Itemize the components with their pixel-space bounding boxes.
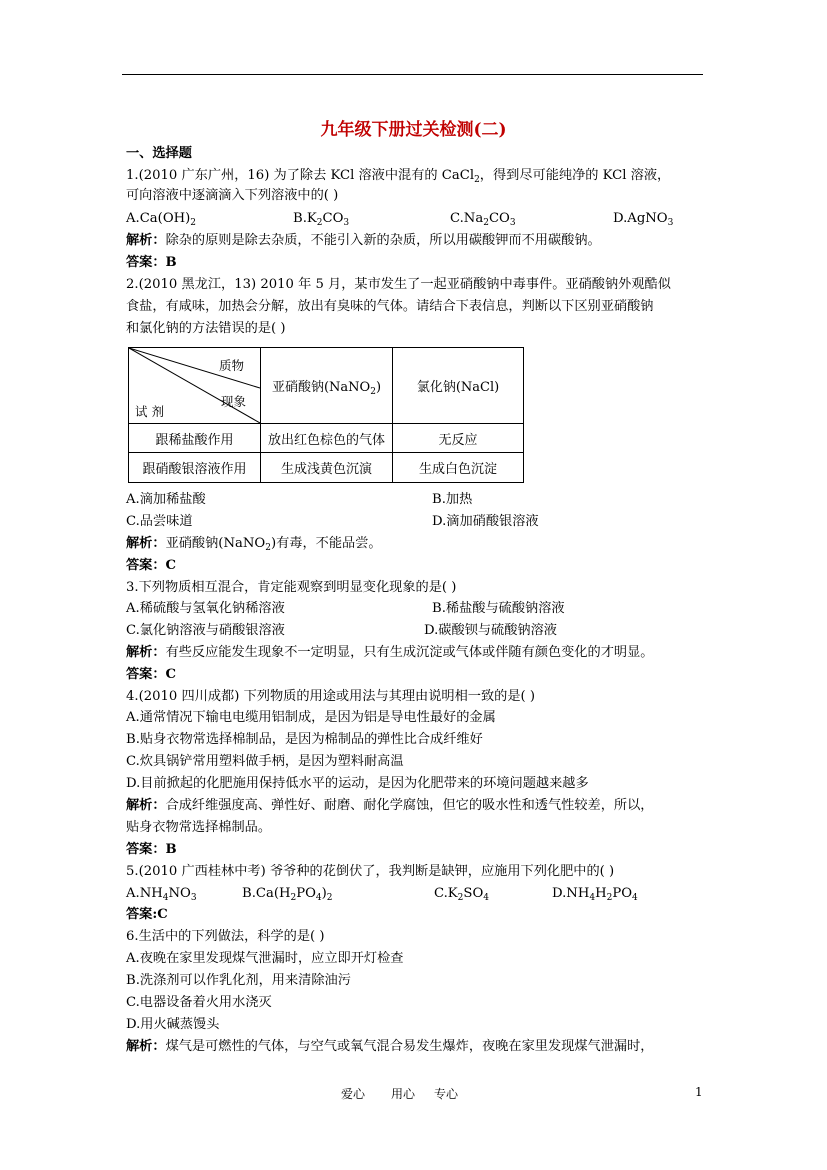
q6-option-d: D.用火碱蒸馒头 [126, 1017, 220, 1032]
footer-motto-1: 爱心 [341, 1087, 366, 1101]
table-cell: 生成白色沉淀 [393, 453, 524, 483]
q4-stem: 4.(2010 四川成都) 下列物质的用途或用法与其理由说明相一致的是( ) [126, 689, 535, 704]
q4-answer: 答案：B [126, 842, 177, 857]
q1-option-c: $C.Na_2CO_3$ [450, 211, 516, 228]
table-header-nacl: 氯化钠(NaCl) [393, 348, 524, 424]
q4-option-a: A.通常情况下输电电缆用铝制成，是因为铝是导电性最好的金属 [126, 710, 496, 725]
q2-option-d: D.滴加硝酸银溶液 [432, 514, 539, 529]
corner-label-substance: 质物 [218, 358, 244, 373]
q1-option-d: D.AgNO$_3$ [613, 211, 674, 228]
table-cell: 跟稀盐酸作用 [129, 424, 261, 453]
q6-analysis: 解析：煤气是可燃性的气体，与空气或氧气混合易发生爆炸，夜晚在家里发现煤气泄漏时， [126, 1039, 654, 1054]
q2-stem-line3: 和氯化钠的方法错误的是( ) [126, 321, 286, 336]
table-header-nano2: 亚硝酸钠(NaNO$_2$) [261, 348, 393, 424]
q3-analysis: 解析：有些反应能发生现象不一定明显，只有生成沉淀或气体或伴随有颜色变化的才明显。 [126, 645, 654, 660]
q2-analysis: 解析：亚硝酸钠(NaNO$_2$)有毒，不能品尝。 [126, 536, 382, 553]
q3-answer: 答案：C [126, 667, 177, 682]
q1-stem-line2: 可向溶液中逐滴滴入下列溶液中的( ) [126, 188, 339, 203]
q3-option-a: A.稀硫酸与氢氧化钠稀溶液 [126, 601, 285, 616]
q4-option-c: C.炊具锅铲常用塑料做手柄，是因为塑料耐高温 [126, 754, 404, 769]
q4-option-d: D.目前掀起的化肥施用保持低水平的运动，是因为化肥带来的环境问题越来越多 [126, 776, 589, 791]
corner-label-phenomenon: 现象 [220, 394, 246, 409]
q1-answer: 答案：B [126, 255, 177, 270]
page-title: 九年级下册过关检测(二) [320, 120, 507, 140]
q4-analysis-line2: 贴身衣物常选择棉制品。 [126, 820, 272, 835]
q5-stem: 5.(2010 广西桂林中考) 爷爷种的花倒伏了，我判断是缺钾，应施用下列化肥中的( ) [126, 864, 615, 879]
q2-option-c: C.品尝味道 [126, 514, 193, 529]
q3-option-b: B.稀盐酸与硫酸钠溶液 [432, 601, 565, 616]
page-number: 1 [695, 1085, 703, 1099]
table-cell: 生成浅黄色沉演 [261, 453, 393, 483]
q4-option-b: B.贴身衣物常选择棉制品，是因为棉制品的弹性比合成纤维好 [126, 732, 483, 747]
q1-analysis: 解析：除杂的原则是除去杂质，不能引入新的杂质，所以用碳酸钾而不用碳酸钠。 [126, 233, 601, 248]
q3-stem: 3.下列物质相互混合，肯定能观察到明显变化现象的是( ) [126, 580, 457, 595]
q1-stem-line1: 1.(2010 广东广州，16) 为了除去 KCl 溶液中混有的 CaCl$_2$，得到尽可能纯净的 KCl 溶液， [126, 168, 671, 185]
q2-answer: 答案：C [126, 558, 177, 573]
footer-motto-2: 用心 [391, 1087, 416, 1101]
q5-answer: 答案:C [126, 907, 168, 922]
q6-option-a: A.夜晚在家里发现煤气泄漏时，应立即开灯检查 [126, 951, 404, 966]
footer-motto-3: 专心 [434, 1087, 459, 1101]
q5-option-b: $B.Ca(H_2PO_4)_2$ [242, 886, 333, 903]
table-cell: 跟硝酸银溶液作用 [129, 453, 261, 483]
section-heading: 一、选择题 [126, 146, 192, 161]
q1-option-a: $A.Ca(OH)_2$ [126, 211, 197, 228]
q5-option-a: $A.NH_4NO_3$ [126, 886, 197, 903]
corner-label-reagent: 试 剂 [135, 404, 164, 419]
q2-option-b: B.加热 [432, 492, 473, 507]
q3-option-c: C.氯化钠溶液与硝酸银溶液 [126, 623, 285, 638]
q2-comparison-table [128, 347, 524, 483]
table-corner-cell [129, 348, 261, 424]
table-cell: 无反应 [393, 424, 524, 453]
q2-stem-line1: 2.(2010 黑龙江，13) 2010 年 5 月，某市发生了一起亚硝酸钠中毒事件。亚硝酸钠外观酷似 [126, 277, 671, 292]
header-rule [122, 74, 703, 75]
q3-option-d: D.碳酸钡与硫酸钠溶液 [424, 623, 557, 638]
q2-stem-line2: 食盐，有咸味，加热会分解，放出有臭味的气体。请结合下表信息，判断以下区别亚硝酸钠 [126, 299, 654, 314]
q5-option-d: $D.NH_4H_2PO_4$ [552, 886, 638, 903]
q1-option-b: $B.K_2CO_3$ [293, 211, 350, 228]
q6-stem: 6.生活中的下列做法，科学的是( ) [126, 929, 325, 944]
q5-option-c: $C.K_2SO_4$ [434, 886, 489, 903]
q2-option-a: A.滴加稀盐酸 [126, 492, 206, 507]
q4-analysis-line1: 解析：合成纤维强度高、弹性好、耐磨、耐化学腐蚀，但它的吸水性和透气性较差，所以， [126, 798, 654, 813]
q6-option-b: B.洗涤剂可以作乳化剂，用来清除油污 [126, 973, 351, 988]
table-cell: 放出红色棕色的气体 [261, 424, 393, 453]
q6-option-c: C.电器设备着火用水浇灭 [126, 995, 272, 1010]
